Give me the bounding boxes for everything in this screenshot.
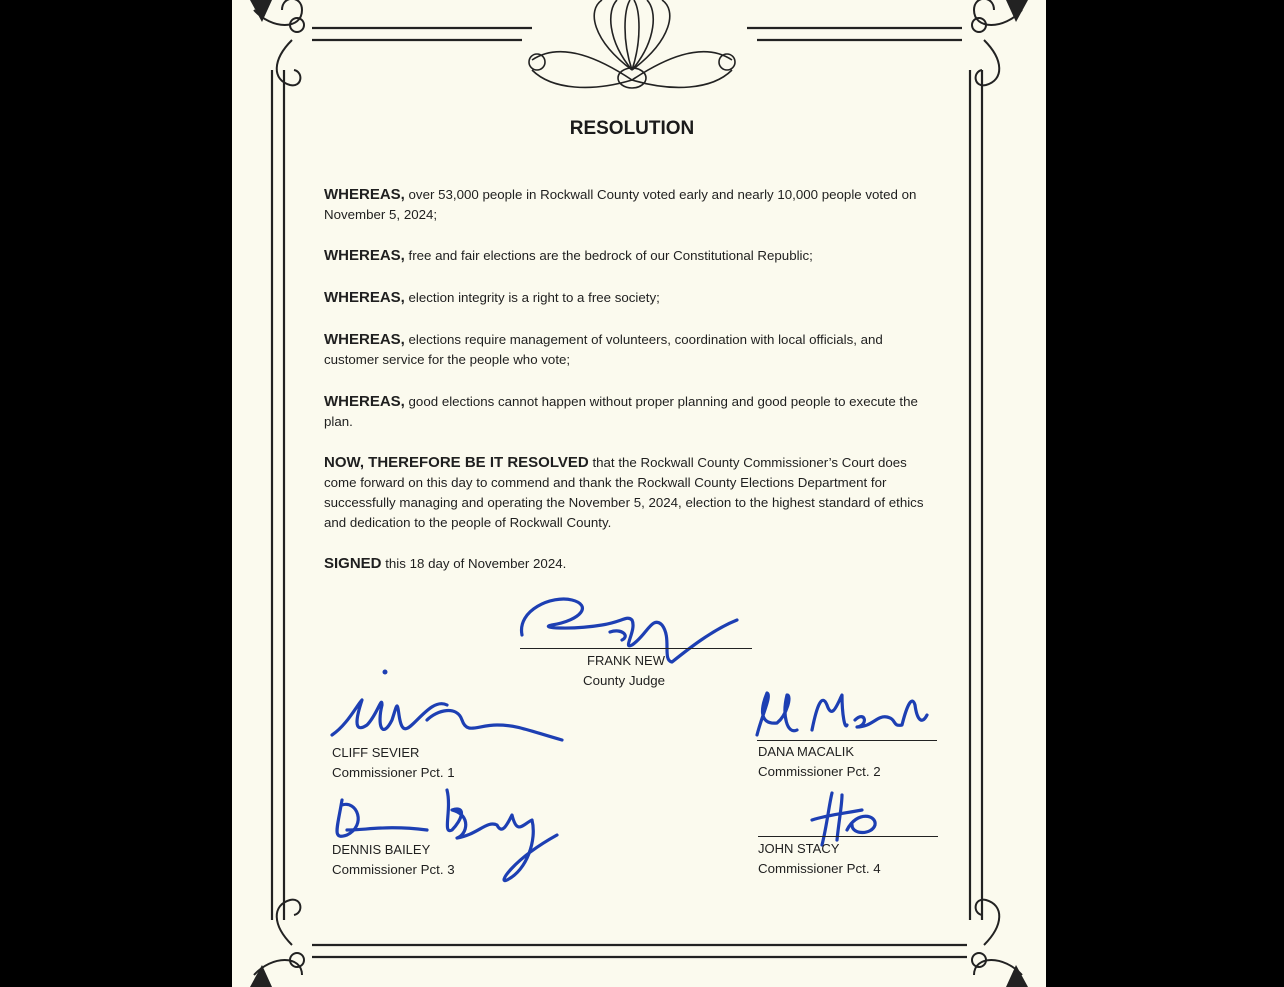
paragraph-lead: WHEREAS, [324,186,405,203]
whereas-paragraph-4 [324,330,940,370]
pct2-role: Commissioner Pct. 2 [758,764,881,779]
judge-name: FRANK NEW [587,653,665,668]
pct2-signature [747,685,947,745]
paragraph-lead: WHEREAS, [324,393,405,410]
pct1-name: CLIFF SEVIER [332,745,420,760]
paragraph-text: that the Rockwall County Commissioner’s Court does come forward on this day to commend and thank the Rockwall County Elections Department for successfully managing and operating the November 5, 2024, election to the highest standard of ethics and dedication to the people of Rockwall County. [324,455,924,530]
pct4-role: Commissioner Pct. 4 [758,861,881,876]
fan-crest-icon [529,0,735,88]
whereas-paragraph-2 [324,246,940,266]
judge-signature-line [520,648,752,649]
paragraph-text: election integrity is a right to a free society; [404,290,660,305]
signed-lead: SIGNED [324,555,382,572]
judge-role: County Judge [583,673,666,688]
signed-text: this 18 day of November 2024. [381,556,567,571]
paragraph-lead: WHEREAS, [324,331,405,348]
pct3-name: DENNIS BAILEY [332,842,431,857]
paragraph-text: over 53,000 people in Rockwall County voted early and nearly 10,000 people voted on November 5, 2024; [324,187,917,222]
pct1-signature [327,665,567,755]
pct2-name: DANA MACALIK [758,744,855,759]
document-title: RESOLUTION [569,118,695,139]
signed-line [324,554,940,574]
paragraph-text: free and fair elections are the bedrock of our Constitutional Republic; [404,248,813,263]
paragraph-text: elections require management of volunteers, coordination with local officials, and customer service for the people who vote; [324,332,883,367]
pct1-role: Commissioner Pct. 1 [332,765,455,780]
whereas-paragraph-3 [324,288,940,308]
pct4-signature-line [758,836,938,837]
whereas-paragraph-5 [324,392,940,432]
paragraph-lead: NOW, THEREFORE BE IT RESOLVED [324,454,589,471]
paragraph-lead: WHEREAS, [324,289,405,306]
paragraph-text: good elections cannot happen without proper planning and good people to execute the plan. [324,394,918,429]
pct3-role: Commissioner Pct. 3 [332,862,455,877]
whereas-paragraph-1 [324,185,940,225]
resolved-paragraph [324,453,940,533]
resolution-document [232,0,1046,987]
pct2-signature-line [757,740,937,741]
pct4-name: JOHN STACY [758,841,840,856]
paragraph-lead: WHEREAS, [324,247,405,264]
